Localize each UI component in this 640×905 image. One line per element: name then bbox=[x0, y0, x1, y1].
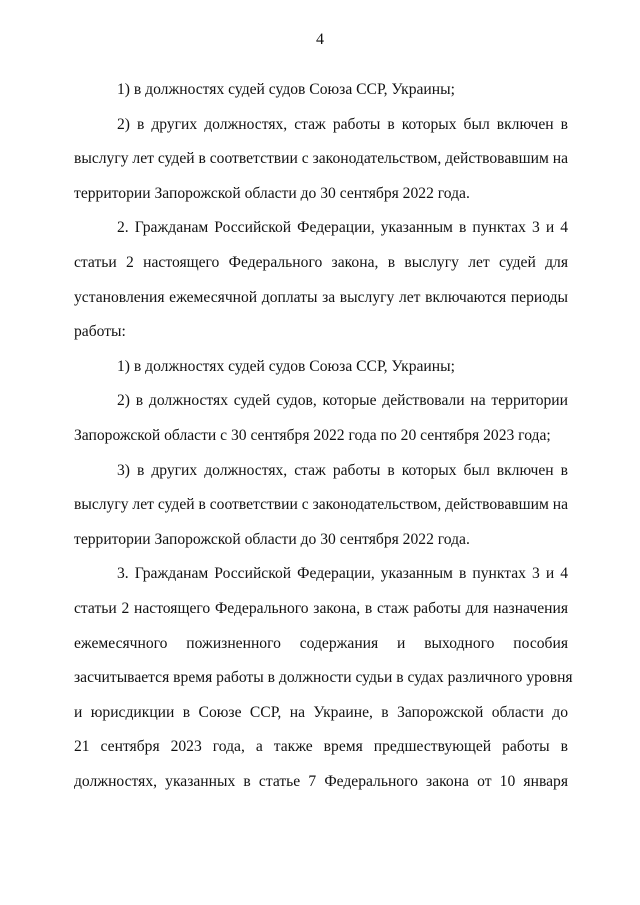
text-line: 3. Гражданам Российской Федерации, указанным в пунктах 3 и 4 bbox=[117, 565, 568, 583]
text-line: территории Запорожской области до 30 сентября 2022 года. bbox=[74, 530, 470, 548]
text-line: засчитывается время работы в должности судьи в судах различного уровня bbox=[74, 669, 573, 687]
text-line: должностях, указанных в статье 7 Федерального закона от 10 января bbox=[74, 772, 568, 790]
text-line: работы: bbox=[74, 323, 126, 341]
text-line: 2) в должностях судей судов, которые действовали на территории bbox=[117, 392, 568, 410]
text-line: ежемесячного пожизненного содержания и выходного пособия bbox=[74, 634, 568, 652]
page-number: 4 bbox=[316, 31, 324, 48]
text-line: и юрисдикции в Союзе ССР, на Украине, в Запорожской области до bbox=[74, 703, 568, 721]
text-line: Запорожской области с 30 сентября 2022 года по 20 сентября 2023 года; bbox=[74, 426, 551, 444]
document-body bbox=[74, 73, 573, 799]
text-line: территории Запорожской области до 30 сентября 2022 года. bbox=[74, 184, 470, 202]
text-line: выслугу лет судей в соответствии с законодательством, действовавшим на bbox=[74, 150, 568, 168]
text-line: 2. Гражданам Российской Федерации, указанным в пунктах 3 и 4 bbox=[117, 219, 568, 237]
text-line: 3) в других должностях, стаж работы в которых был включен в bbox=[117, 461, 568, 479]
text-line: 2) в других должностях, стаж работы в которых был включен в bbox=[117, 115, 568, 133]
text-line: 1) в должностях судей судов Союза ССР, Украины; bbox=[117, 81, 455, 98]
text-line: 21 сентября 2023 года, а также время предшествующей работы в bbox=[74, 738, 568, 756]
text-line: установления ежемесячной доплаты за выслугу лет включаются периоды bbox=[74, 288, 568, 306]
text-line: статьи 2 настоящего Федерального закона, в стаж работы для назначения bbox=[74, 599, 568, 617]
text-line: выслугу лет судей в соответствии с законодательством, действовавшим на bbox=[74, 496, 568, 514]
text-line: 1) в должностях судей судов Союза ССР, Украины; bbox=[117, 357, 455, 375]
text-line: статьи 2 настоящего Федерального закона, в выслугу лет судей для bbox=[74, 253, 568, 271]
